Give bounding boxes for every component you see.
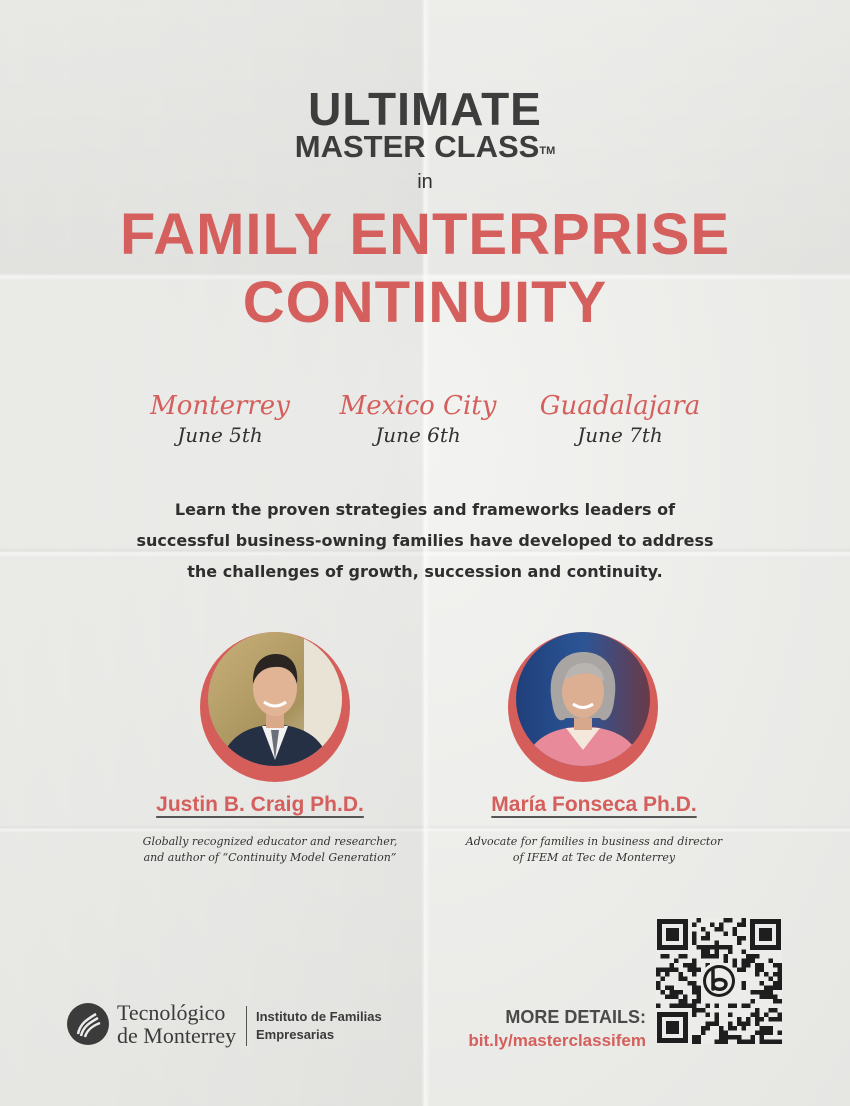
- qr-module: [710, 1022, 715, 1027]
- qr-module: [715, 941, 720, 946]
- qr-module: [764, 986, 769, 991]
- qr-module: [724, 954, 729, 959]
- event-city: Mexico City: [339, 391, 497, 421]
- qr-module: [706, 1013, 711, 1018]
- qr-module: [706, 1022, 711, 1027]
- speaker-name-fonseca: María Fonseca Ph.D.: [491, 793, 697, 816]
- qr-module: [706, 936, 711, 941]
- qr-module: [670, 963, 675, 968]
- qr-module: [683, 963, 688, 968]
- qr-module: [701, 936, 706, 941]
- qr-module: [715, 1013, 720, 1018]
- speaker-name-craig: Justin B. Craig Ph.D.: [156, 793, 364, 816]
- qr-module: [728, 1022, 733, 1027]
- qr-module: [688, 963, 693, 968]
- event-monterrey: [120, 390, 320, 448]
- qr-module: [692, 999, 697, 1004]
- speaker-photo-craig: [200, 632, 350, 782]
- qr-module: [728, 950, 733, 955]
- qr-module: [674, 1004, 679, 1009]
- heading-in: in: [417, 171, 433, 193]
- qr-module: [760, 963, 765, 968]
- qr-module: [755, 1008, 760, 1013]
- qr-module: [701, 1026, 706, 1031]
- qr-module: [751, 999, 756, 1004]
- qr-module: [710, 954, 715, 959]
- qr-code-icon[interactable]: [656, 918, 782, 1044]
- qr-module: [769, 1026, 774, 1031]
- qr-module: [742, 968, 747, 973]
- qr-module: [706, 1026, 711, 1031]
- qr-module: [773, 963, 778, 968]
- qr-module: [742, 1040, 747, 1045]
- qr-module: [760, 995, 765, 1000]
- qr-module: [656, 968, 661, 973]
- qr-module: [746, 1040, 751, 1045]
- qr-module: [742, 918, 747, 923]
- qr-module: [737, 936, 742, 941]
- qr-module: [670, 995, 675, 1000]
- title-line-1: FAMILY ENTERPRISE: [119, 202, 731, 267]
- qr-module: [674, 959, 679, 964]
- qr-module: [692, 981, 697, 986]
- qr-module: [724, 1031, 729, 1036]
- qr-module: [746, 959, 751, 964]
- event-city: Guadalajara: [539, 391, 701, 421]
- qr-module: [773, 981, 778, 986]
- qr-module: [760, 968, 765, 973]
- qr-module: [751, 1013, 756, 1018]
- qr-module: [683, 954, 688, 959]
- qr-module: [742, 936, 747, 941]
- qr-module: [760, 1026, 765, 1031]
- qr-module: [773, 1017, 778, 1022]
- qr-module: [697, 995, 702, 1000]
- qr-module: [692, 936, 697, 941]
- portrait-man-image: [208, 632, 342, 766]
- qr-module: [737, 941, 742, 946]
- qr-module: [670, 990, 675, 995]
- qr-module: [733, 963, 738, 968]
- qr-module: [733, 1035, 738, 1040]
- qr-module: [719, 1026, 724, 1031]
- tec-logo-icon: [66, 1002, 110, 1046]
- qr-module: [724, 945, 729, 950]
- qr-module: [778, 981, 783, 986]
- qr-module: [670, 1004, 675, 1009]
- qr-module: [697, 918, 702, 923]
- qr-module: [692, 972, 697, 977]
- qr-module: [692, 1035, 697, 1040]
- qr-module: [742, 1022, 747, 1027]
- qr-module: [679, 954, 684, 959]
- qr-module: [764, 972, 769, 977]
- qr-module: [778, 972, 783, 977]
- qr-module: [746, 954, 751, 959]
- qr-module: [764, 1031, 769, 1036]
- qr-module: [746, 963, 751, 968]
- qr-module: [670, 986, 675, 991]
- qr-module: [773, 995, 778, 1000]
- qr-module: [778, 1031, 783, 1036]
- qr-module: [760, 990, 765, 995]
- qr-module: [679, 972, 684, 977]
- qr-module: [737, 1035, 742, 1040]
- qr-module: [665, 986, 670, 991]
- qr-module: [715, 954, 720, 959]
- qr-module: [733, 932, 738, 937]
- qr-module: [719, 1040, 724, 1045]
- qr-module: [674, 990, 679, 995]
- qr-module: [697, 1040, 702, 1045]
- qr-module: [661, 968, 666, 973]
- qr-module: [755, 972, 760, 977]
- qr-module: [733, 927, 738, 932]
- qr-module: [665, 954, 670, 959]
- qr-module: [683, 1004, 688, 1009]
- qr-module: [769, 990, 774, 995]
- qr-module: [728, 945, 733, 950]
- qr-module: [706, 945, 711, 950]
- trademark-mark: TM: [539, 145, 556, 157]
- event-guadalajara: [520, 390, 720, 448]
- qr-module: [724, 959, 729, 964]
- qr-module: [733, 959, 738, 964]
- qr-module: [742, 963, 747, 968]
- qr-module: [728, 918, 733, 923]
- qr-module: [737, 1040, 742, 1045]
- portrait-woman-image: [516, 632, 650, 766]
- qr-module: [751, 1040, 756, 1045]
- qr-module: [715, 950, 720, 955]
- qr-module: [751, 1035, 756, 1040]
- qr-module: [737, 1017, 742, 1022]
- qr-module: [755, 1013, 760, 1018]
- qr-module: [778, 1013, 783, 1018]
- qr-module: [769, 959, 774, 964]
- qr-module: [742, 981, 747, 986]
- qr-module: [724, 932, 729, 937]
- qr-module: [719, 1035, 724, 1040]
- qr-module: [733, 1026, 738, 1031]
- qr-module: [715, 927, 720, 932]
- qr-module: [755, 1017, 760, 1022]
- qr-module: [697, 945, 702, 950]
- heading-ultimate: ULTIMATE: [308, 83, 542, 135]
- qr-module: [751, 990, 756, 995]
- qr-module: [742, 959, 747, 964]
- qr-module: [742, 986, 747, 991]
- qr-module: [715, 1040, 720, 1045]
- qr-module: [692, 941, 697, 946]
- qr-module: [719, 923, 724, 928]
- title-line-2: CONTINUITY: [242, 270, 608, 335]
- qr-module: [719, 1031, 724, 1036]
- qr-module: [679, 999, 684, 1004]
- qr-module: [701, 1008, 706, 1013]
- tagline: Learn the proven strategies and frameworks leaders of successful business-owning families have developed to address the challenges of growth, succession and continuity.: [136, 500, 714, 581]
- qr-module: [778, 968, 783, 973]
- qr-module: [701, 927, 706, 932]
- qr-module: [656, 981, 661, 986]
- qr-module: [679, 977, 684, 982]
- qr-module: [764, 1040, 769, 1045]
- qr-module: [728, 1004, 733, 1009]
- qr-module: [733, 1004, 738, 1009]
- qr-module: [760, 1040, 765, 1045]
- qr-module: [778, 963, 783, 968]
- qr-module: [769, 1008, 774, 1013]
- more-details-label: MORE DETAILS:: [505, 1007, 646, 1027]
- qr-module: [760, 1031, 765, 1036]
- qr-module: [697, 1008, 702, 1013]
- qr-module: [755, 968, 760, 973]
- qr-module: [755, 954, 760, 959]
- qr-module: [773, 1008, 778, 1013]
- qr-module: [773, 1040, 778, 1045]
- qr-module: [769, 1040, 774, 1045]
- qr-module: [760, 1017, 765, 1022]
- qr-module: [746, 1022, 751, 1027]
- qr-module: [697, 999, 702, 1004]
- qr-module: [728, 1026, 733, 1031]
- qr-module: [656, 972, 661, 977]
- qr-module: [737, 1022, 742, 1027]
- qr-module: [674, 968, 679, 973]
- tec-logo-text: Tecnológico de Monterrey: [117, 1000, 237, 1048]
- qr-module: [692, 990, 697, 995]
- qr-module: [661, 990, 666, 995]
- institute-text: Instituto de Familias Empresarias: [256, 1009, 382, 1042]
- qr-module: [706, 954, 711, 959]
- qr-module: [737, 968, 742, 973]
- qr-module: [724, 1040, 729, 1045]
- qr-module: [760, 981, 765, 986]
- qr-module: [724, 1035, 729, 1040]
- qr-module: [742, 923, 747, 928]
- qr-module: [719, 945, 724, 950]
- qr-module: [778, 977, 783, 982]
- qr-module: [751, 954, 756, 959]
- qr-module: [755, 990, 760, 995]
- qr-module: [764, 1013, 769, 1018]
- qr-module: [706, 950, 711, 955]
- qr-module: [701, 945, 706, 950]
- qr-module: [719, 927, 724, 932]
- qr-module: [764, 990, 769, 995]
- qr-module: [742, 950, 747, 955]
- event-date: June 5th: [177, 423, 263, 447]
- qr-module: [769, 1017, 774, 1022]
- qr-module: [692, 932, 697, 937]
- qr-module: [697, 990, 702, 995]
- qr-module: [692, 1008, 697, 1013]
- qr-module: [706, 1004, 711, 1009]
- qr-module: [778, 986, 783, 991]
- qr-module: [710, 923, 715, 928]
- qr-module: [688, 981, 693, 986]
- qr-module: [715, 1022, 720, 1027]
- qr-module: [728, 1035, 733, 1040]
- qr-module: [778, 1017, 783, 1022]
- qr-module: [778, 999, 783, 1004]
- qr-module: [751, 959, 756, 964]
- qr-module: [692, 1013, 697, 1018]
- qr-module: [764, 1026, 769, 1031]
- qr-module: [701, 1031, 706, 1036]
- logo-divider: [246, 1006, 247, 1046]
- speaker-photo-fonseca: [508, 632, 658, 782]
- qr-module: [692, 923, 697, 928]
- qr-module: [755, 963, 760, 968]
- qr-module: [710, 945, 715, 950]
- qr-module: [683, 999, 688, 1004]
- qr-module: [769, 995, 774, 1000]
- qr-module: [674, 995, 679, 1000]
- qr-module: [692, 963, 697, 968]
- qr-module: [697, 968, 702, 973]
- qr-module: [692, 968, 697, 973]
- event-mexico-city: [318, 390, 518, 448]
- speaker-desc-fonseca: Advocate for families in business and director of IFEM at Tec de Monterrey: [465, 835, 723, 864]
- qr-module: [697, 1035, 702, 1040]
- qr-module: [656, 986, 661, 991]
- qr-module: [679, 990, 684, 995]
- qr-module: [764, 995, 769, 1000]
- qr-module: [715, 945, 720, 950]
- qr-module: [679, 1004, 684, 1009]
- qr-module: [665, 968, 670, 973]
- qr-module: [688, 968, 693, 973]
- qr-module: [737, 923, 742, 928]
- qr-module: [697, 986, 702, 991]
- qr-module: [773, 986, 778, 991]
- qr-module: [683, 977, 688, 982]
- qr-module: [683, 995, 688, 1000]
- qr-module: [773, 972, 778, 977]
- qr-module: [665, 972, 670, 977]
- qr-module: [692, 1004, 697, 1009]
- event-city: Monterrey: [150, 391, 290, 421]
- event-date: June 6th: [375, 423, 461, 447]
- qr-module: [728, 1013, 733, 1018]
- qr-module: [665, 995, 670, 1000]
- details-link[interactable]: bit.ly/masterclassifem: [468, 1031, 646, 1050]
- qr-module: [701, 954, 706, 959]
- event-date: June 7th: [577, 423, 663, 447]
- qr-module: [692, 959, 697, 964]
- qr-module: [715, 1017, 720, 1022]
- qr-module: [742, 1026, 747, 1031]
- heading-master-class: MASTER CLASS™: [294, 129, 556, 164]
- qr-module: [692, 1040, 697, 1045]
- qr-module: [670, 968, 675, 973]
- qr-module: [760, 1035, 765, 1040]
- qr-module: [656, 1004, 661, 1009]
- qr-module: [692, 986, 697, 991]
- qr-module: [773, 999, 778, 1004]
- qr-module: [661, 977, 666, 982]
- qr-module: [661, 954, 666, 959]
- qr-module: [769, 1031, 774, 1036]
- qr-module: [746, 1017, 751, 1022]
- qr-module: [688, 1004, 693, 1009]
- qr-module: [724, 918, 729, 923]
- qr-module: [769, 986, 774, 991]
- qr-module: [769, 977, 774, 982]
- qr-module: [778, 1040, 783, 1045]
- qr-module: [746, 1004, 751, 1009]
- speaker-desc-craig: Globally recognized educator and researcher, and author of “Continuity Model Generation”: [142, 835, 398, 864]
- qr-module: [701, 950, 706, 955]
- qr-module: [742, 1004, 747, 1009]
- qr-module: [755, 1031, 760, 1036]
- qr-module: [715, 1004, 720, 1009]
- qr-module: [755, 1022, 760, 1027]
- qr-module: [706, 932, 711, 937]
